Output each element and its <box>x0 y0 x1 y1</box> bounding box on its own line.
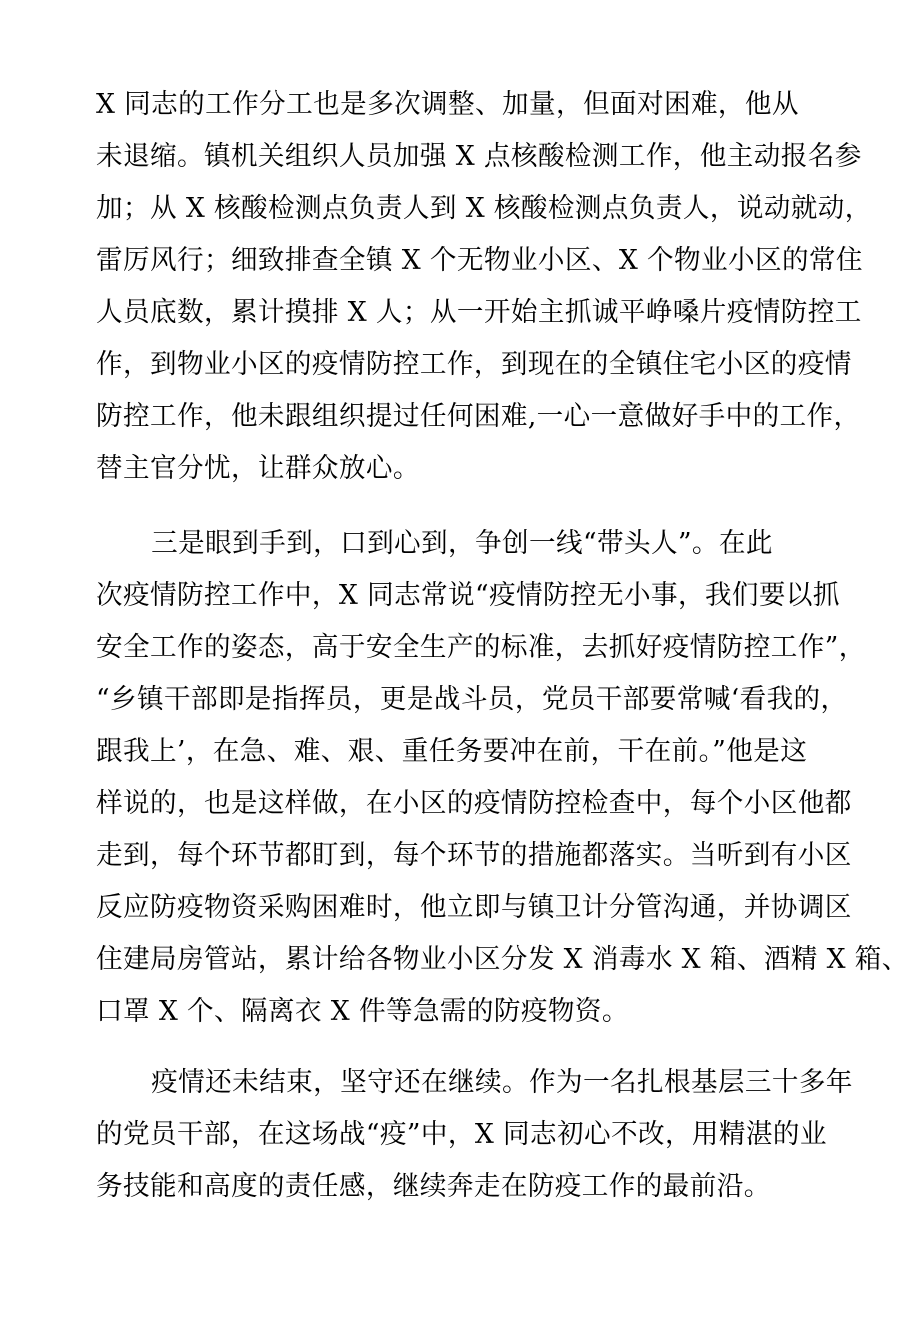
text-line: 反应防疫物资采购困难时，他立即与镇卫计分管沟通，并协调区 <box>96 892 852 923</box>
paragraph-3 <box>96 1057 853 1213</box>
text-line: 的党员干部，在这场战“疫”中，X 同志初心不改，用精湛的业 <box>96 1119 827 1150</box>
text-line: 口罩 X 个、隔离衣 X 件等急需的防疫物资。 <box>96 996 629 1027</box>
text-line: 务技能和高度的责任感，继续奔走在防疫工作的最前沿。 <box>96 1171 771 1202</box>
paragraph-2 <box>96 518 909 1038</box>
text-line: 作，到物业小区的疫情防控工作，到现在的全镇住宅小区的疫情 <box>96 349 852 380</box>
text-line: 人员底数，累计摸排 X 人；从一开始主抓诚平峥嗓片疫情防控工 <box>96 297 862 328</box>
text-line: 跟我上’，在急、难、艰、重任务要冲在前，干在前。”他是这 <box>96 736 808 767</box>
text-line: 替主官分忧，让群众放心。 <box>96 453 420 484</box>
text-line-indented: 疫情还未结束，坚守还在继续。作为一名扎根基层三十多年 <box>151 1067 853 1098</box>
text-line: 安全工作的姿态，高于安全生产的标准，去抓好疫情防控工作”， <box>96 632 866 663</box>
text-line: 加；从 X 核酸检测点负责人到 X 核酸检测点负责人，说动就动， <box>96 193 872 224</box>
text-line: 雷厉风行；细致排查全镇 X 个无物业小区、X 个物业小区的常住 <box>96 245 863 276</box>
text-line: 未退缩。镇机关组织人员加强 X 点核酸检测工作，他主动报名参 <box>96 141 862 172</box>
text-line-indented: 三是眼到手到，口到心到，争创一线“带头人”。在此 <box>151 528 773 559</box>
text-line: 住建局房管站，累计给各物业小区分发 X 消毒水 X 箱、酒精 X 箱、 <box>96 944 909 975</box>
text-line: “乡镇干部即是指挥员，更是战斗员，党员干部要常喊‘看我的， <box>96 684 848 715</box>
text-line: 次疫情防控工作中，X 同志常说“疫情防控无小事，我们要以抓 <box>96 580 840 611</box>
paragraph-1 <box>96 79 872 495</box>
text-line: 样说的，也是这样做，在小区的疫情防控检查中，每个小区他都 <box>96 788 852 819</box>
text-line: X 同志的工作分工也是多次调整、加量，但面对困难，他从 <box>96 89 799 120</box>
text-line: 防控工作，他未跟组织提过任何困难,一心一意做好手中的工作， <box>96 401 861 432</box>
text-line: 走到，每个环节都盯到，每个环节的措施都落实。当听到有小区 <box>96 840 852 871</box>
